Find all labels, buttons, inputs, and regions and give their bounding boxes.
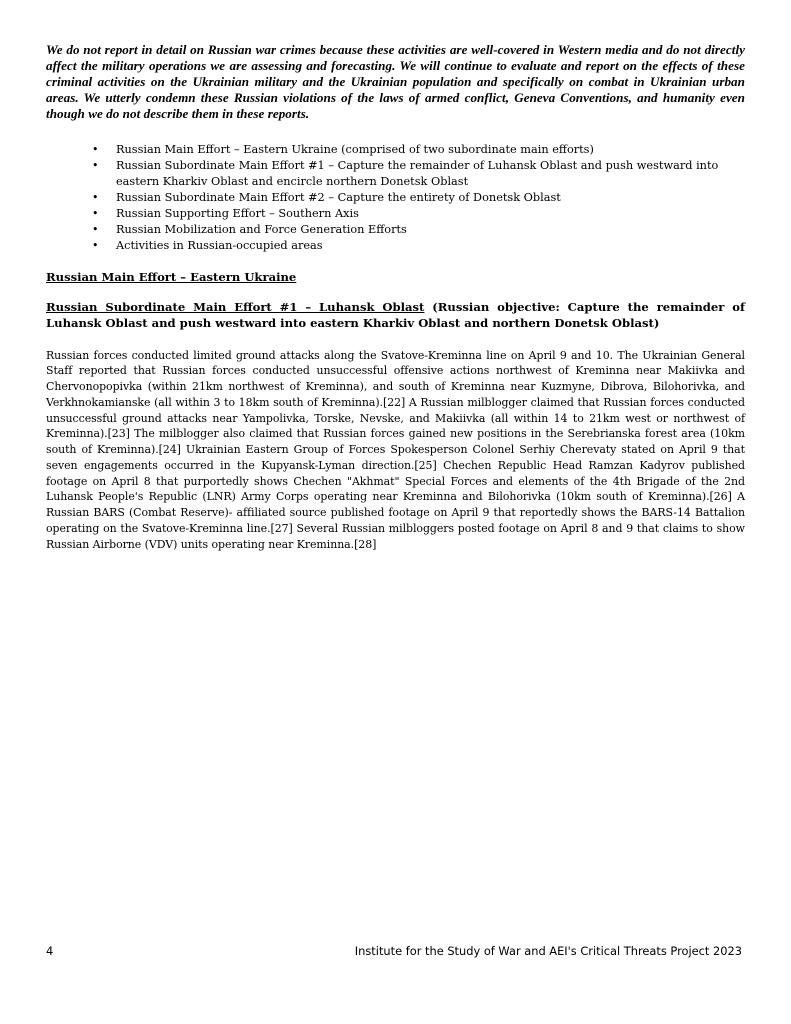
document-page	[46, 42, 745, 552]
list-item	[92, 158, 745, 190]
page-number: 4	[46, 944, 54, 958]
bullet-icon: •	[92, 159, 99, 173]
list-item-text: Russian Subordinate Main Effort #2 – Capture the entirety of Donetsk Oblast	[116, 191, 561, 205]
list-item-text: Russian Mobilization and Force Generation Efforts	[116, 223, 407, 237]
footer-credit: Institute for the Study of War and AEI's Critical Threats Project 2023	[354, 944, 742, 958]
list-item-text: Activities in Russian-occupied areas	[116, 239, 323, 253]
bullet-icon: •	[92, 143, 99, 157]
list-item-text: Russian Subordinate Main Effort #1 – Capture the remainder of Luhansk Oblast and push westward into eastern Kharkiv Oblast and encircle northern Donetsk Oblast	[116, 159, 719, 189]
subsection-title: Russian Subordinate Main Effort #1 – Luhansk Oblast	[46, 300, 425, 315]
list-item-text: Russian Main Effort – Eastern Ukraine (comprised of two subordinate main efforts)	[116, 143, 594, 157]
war-crimes-disclaimer: We do not report in detail on Russian war crimes because these activities are well-covered in Western media and do not directly affect the military operations we are assessing and forecasting. We will continue to evaluate and report on the effects of these criminal activities on the Ukrainian military and the Ukrainian population and specifically on combat in Ukrainian urban areas. We utterly condemn these Russian violations of the laws of armed conflict, Geneva Conventions, and humanity even though we do not describe them in these reports.	[46, 42, 745, 122]
body-paragraph: Russian forces conducted limited ground attacks along the Svatove-Kreminna line on April 9 and 10. The Ukrainian General Staff reported that Russian forces conducted unsuccessful offensive actions northwest of Kreminna near Makiivka and Chervonopopivka (within 21km northwest of Kreminna), and south of Kreminna near Kuzmyne, Dibrova, Bilohorivka, and Verkhnokamianske (all within 3 to 18km south of Kreminna).[22] A Russian milblogger claimed that Russian forces conducted unsuccessful ground attacks near Yampolivka, Torske, Nevske, and Makiivka (all within 14 to 21km west or northwest of Kreminna).[23] The milblogger also claimed that Russian forces gained new positions in the Serebrianska forest area (10km south of Kreminna).[24] Ukrainian Eastern Group of Forces Spokesperson Colonel Serhiy Cherevaty stated on April 9 that seven engagements occurred in the Kupyansk-Lyman direction.[25] Chechen Republic Head Ramzan Kadyrov published footage on April 8 that purportedly shows Chechen "Akhmat" Special Forces and elements of the 4th Brigade of the 2nd Luhansk People's Republic (LNR) Army Corps operating near Kreminna and Bilohorivka (10km south of Kreminna).[26] A Russian BARS (Combat Reserve)- affiliated source published footage on April 9 that reportedly shows the BARS-14 Battalion operating on the Svatove-Kreminna line.[27] Several Russian milbloggers posted footage on April 8 and 9 that claims to show Russian Airborne (VDV) units operating near Kreminna.[28]	[46, 348, 745, 551]
list-item	[92, 222, 745, 238]
list-item	[92, 206, 745, 222]
list-item	[92, 238, 745, 254]
section-heading: Russian Main Effort – Eastern Ukraine	[46, 270, 297, 285]
bullet-icon: •	[92, 207, 99, 221]
bullet-icon: •	[92, 191, 99, 205]
bullet-icon: •	[92, 239, 99, 253]
bullet-icon: •	[92, 223, 99, 237]
efforts-list	[46, 142, 745, 254]
list-item	[92, 142, 745, 158]
list-item-text: Russian Supporting Effort – Southern Axis	[116, 207, 359, 221]
subsection-heading	[46, 300, 745, 331]
list-item	[92, 190, 745, 206]
subsection-objective: (Russian objective: Capture the remainder of Luhansk Oblast and push westward into eastern Kharkiv Oblast and northern Donetsk Oblast)	[46, 300, 745, 331]
